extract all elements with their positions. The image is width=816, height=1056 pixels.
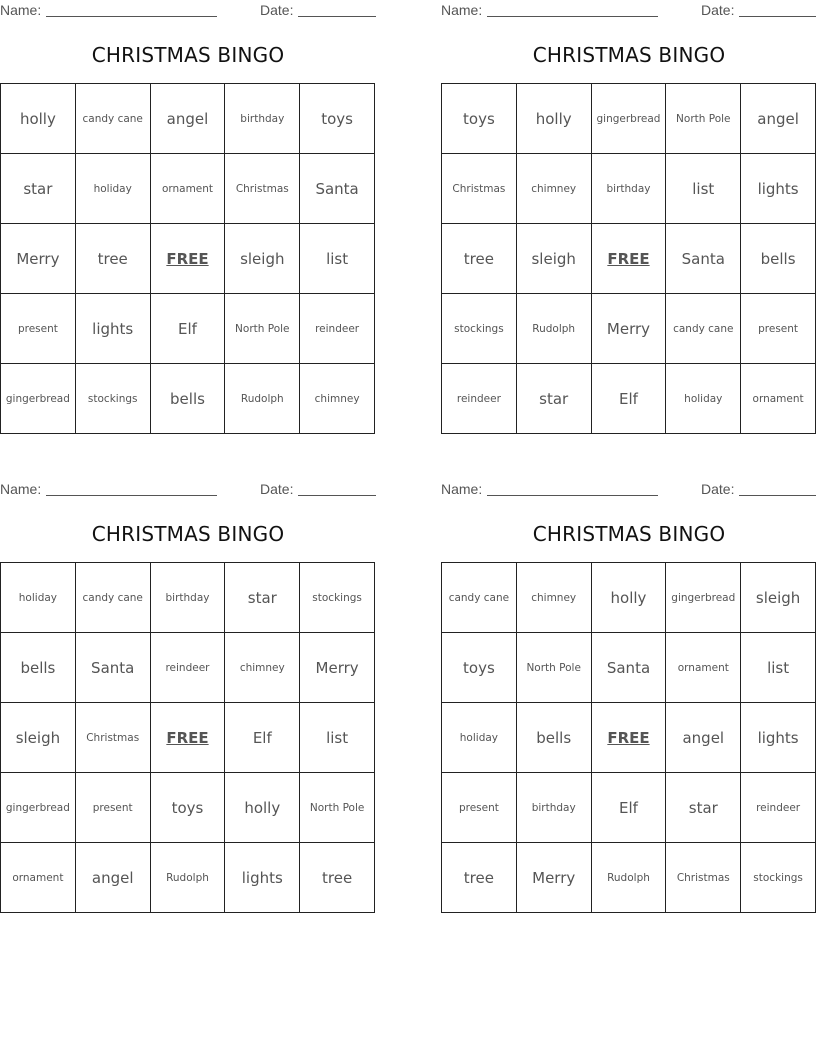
bingo-cell: holiday [76, 154, 151, 224]
name-date-header [0, 2, 376, 20]
name-label: Name: [441, 2, 483, 18]
bingo-cell: present [442, 773, 517, 843]
bingo-cell: Elf [592, 364, 667, 434]
bingo-cell: birthday [517, 773, 592, 843]
bingo-cell: tree [442, 843, 517, 913]
bingo-cell: Santa [76, 633, 151, 703]
name-blank-line [46, 16, 217, 17]
bingo-cell: reindeer [151, 633, 226, 703]
date-label: Date: [701, 481, 735, 497]
bingo-cell: Christmas [666, 843, 741, 913]
bingo-cell: chimney [517, 154, 592, 224]
bingo-cell: Merry [300, 633, 375, 703]
bingo-cell: stockings [741, 843, 816, 913]
bingo-cell: angel [151, 84, 226, 154]
bingo-cell: angel [666, 703, 741, 773]
bingo-cell: angel [741, 84, 816, 154]
bingo-cell: bells [517, 703, 592, 773]
bingo-cell: chimney [300, 364, 375, 434]
bingo-cell: star [1, 154, 76, 224]
bingo-cell: birthday [225, 84, 300, 154]
date-blank-line [298, 495, 376, 496]
bingo-cell: tree [76, 224, 151, 294]
bingo-cell: Merry [1, 224, 76, 294]
bingo-cell: chimney [517, 563, 592, 633]
date-label: Date: [260, 481, 294, 497]
bingo-cell: candy cane [442, 563, 517, 633]
bingo-cell: gingerbread [666, 563, 741, 633]
date-blank-line [739, 16, 816, 17]
bingo-cell: Elf [225, 703, 300, 773]
bingo-cell: ornament [666, 633, 741, 703]
bingo-cell: lights [741, 703, 816, 773]
name-blank-line [487, 495, 658, 496]
bingo-cell: birthday [151, 563, 226, 633]
bingo-cell: Elf [151, 294, 226, 364]
bingo-cell: Rudolph [592, 843, 667, 913]
bingo-cell: list [666, 154, 741, 224]
card-title: CHRISTMAS BINGO [91, 522, 285, 546]
bingo-cell: holiday [1, 563, 76, 633]
bingo-cell: star [225, 563, 300, 633]
bingo-cell: candy cane [76, 84, 151, 154]
bingo-cell: list [741, 633, 816, 703]
date-label: Date: [260, 2, 294, 18]
bingo-cell: sleigh [741, 563, 816, 633]
bingo-cell: star [666, 773, 741, 843]
bingo-cell: sleigh [1, 703, 76, 773]
bingo-cell: toys [442, 633, 517, 703]
bingo-cell: ornament [741, 364, 816, 434]
bingo-cell: reindeer [442, 364, 517, 434]
bingo-cell: North Pole [517, 633, 592, 703]
bingo-cell: angel [76, 843, 151, 913]
name-date-header [441, 2, 816, 20]
bingo-cell: present [1, 294, 76, 364]
bingo-cell: candy cane [666, 294, 741, 364]
bingo-cell: North Pole [225, 294, 300, 364]
bingo-cell: Merry [517, 843, 592, 913]
name-blank-line [46, 495, 217, 496]
bingo-cell: list [300, 224, 375, 294]
bingo-cell: Santa [592, 633, 667, 703]
bingo-cell: Rudolph [225, 364, 300, 434]
bingo-cell: Christmas [76, 703, 151, 773]
date-blank-line [298, 16, 376, 17]
bingo-cell: reindeer [741, 773, 816, 843]
bingo-cell: present [741, 294, 816, 364]
bingo-cell: stockings [76, 364, 151, 434]
bingo-cell: Christmas [442, 154, 517, 224]
bingo-cell: bells [151, 364, 226, 434]
bingo-cell: bells [741, 224, 816, 294]
bingo-grid [441, 83, 816, 434]
bingo-cell: reindeer [300, 294, 375, 364]
bingo-card [0, 479, 376, 915]
bingo-cell: stockings [442, 294, 517, 364]
bingo-cell: present [76, 773, 151, 843]
bingo-cell: Santa [300, 154, 375, 224]
bingo-cell: sleigh [517, 224, 592, 294]
bingo-cell: candy cane [76, 563, 151, 633]
bingo-cell: bells [1, 633, 76, 703]
bingo-cell: Santa [666, 224, 741, 294]
card-title: CHRISTMAS BINGO [91, 43, 285, 67]
bingo-cell: holly [225, 773, 300, 843]
bingo-cell: star [517, 364, 592, 434]
bingo-cell: gingerbread [592, 84, 667, 154]
name-date-header [0, 481, 376, 499]
bingo-cell: gingerbread [1, 773, 76, 843]
bingo-cell: toys [442, 84, 517, 154]
free-space-cell: FREE [151, 703, 226, 773]
bingo-cell: holly [517, 84, 592, 154]
bingo-cell: tree [300, 843, 375, 913]
bingo-cell: toys [151, 773, 226, 843]
bingo-cell: ornament [151, 154, 226, 224]
bingo-cell: ornament [1, 843, 76, 913]
date-label: Date: [701, 2, 735, 18]
bingo-cell: sleigh [225, 224, 300, 294]
bingo-cell: birthday [592, 154, 667, 224]
free-space-cell: FREE [592, 224, 667, 294]
name-label: Name: [0, 481, 42, 497]
bingo-cell: stockings [300, 563, 375, 633]
bingo-cell: holly [592, 563, 667, 633]
bingo-cell: Rudolph [151, 843, 226, 913]
bingo-grid [0, 83, 375, 434]
bingo-grid [441, 562, 816, 913]
bingo-cell: holiday [666, 364, 741, 434]
bingo-cell: North Pole [666, 84, 741, 154]
bingo-cell: chimney [225, 633, 300, 703]
bingo-cell: Merry [592, 294, 667, 364]
bingo-cell: Elf [592, 773, 667, 843]
bingo-grid [0, 562, 375, 913]
bingo-card [441, 479, 816, 915]
bingo-cell: Christmas [225, 154, 300, 224]
name-label: Name: [441, 481, 483, 497]
name-label: Name: [0, 2, 42, 18]
bingo-cell: lights [76, 294, 151, 364]
bingo-cell: toys [300, 84, 375, 154]
date-blank-line [739, 495, 816, 496]
bingo-card [0, 0, 376, 436]
name-blank-line [487, 16, 658, 17]
bingo-cell: Rudolph [517, 294, 592, 364]
card-title: CHRISTMAS BINGO [532, 43, 726, 67]
name-date-header [441, 481, 816, 499]
bingo-cell: list [300, 703, 375, 773]
bingo-cell: tree [442, 224, 517, 294]
bingo-cell: holiday [442, 703, 517, 773]
bingo-cell: North Pole [300, 773, 375, 843]
card-title: CHRISTMAS BINGO [532, 522, 726, 546]
bingo-card [441, 0, 816, 436]
bingo-cell: lights [225, 843, 300, 913]
bingo-cell: holly [1, 84, 76, 154]
bingo-cell: lights [741, 154, 816, 224]
bingo-cell: gingerbread [1, 364, 76, 434]
free-space-cell: FREE [151, 224, 226, 294]
free-space-cell: FREE [592, 703, 667, 773]
